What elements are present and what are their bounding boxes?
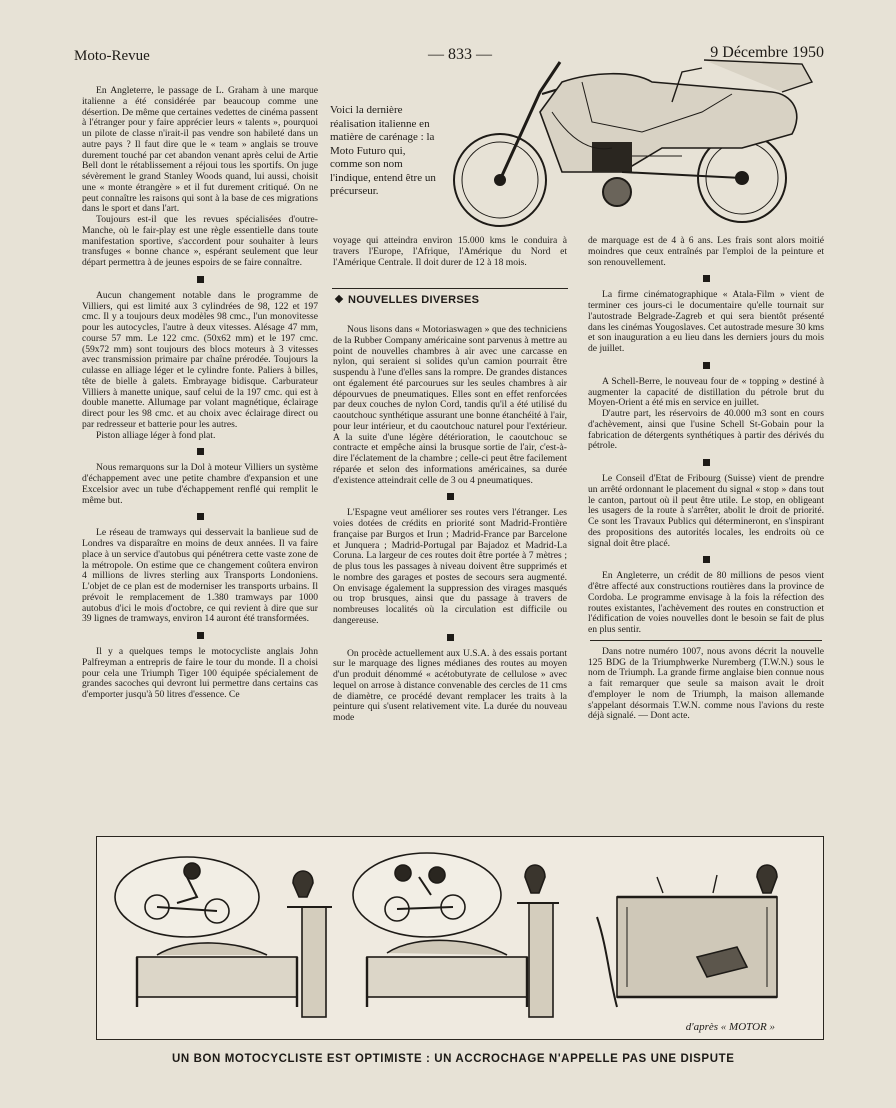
issue-date: 9 Décembre 1950: [710, 44, 824, 61]
paragraph: L'Espagne veut améliorer ses routes vers l'étranger. Les voies dotées de crédits en priorité sont Madrid-Frontière française par Burgos et Irun ; Madrid-France par Barcelone et Junquera ; Madrid-Portugal par Bajadoz et Madrid-La Coruna. La largeur de ces routes doit être portée à 7 mètres ; de plus tous les passages à niveau doivent être supprimés et le nombre des garages et postes de secours sera augmenté. On envisage également la suppression des virages masqués ou trop brusques, ainsi que du passage à travers de nombreuses localités où la circulation est difficile ou dangereuse.: [333, 507, 567, 626]
cartoon-caption: UN BON MOTOCYCLISTE EST OPTIMISTE : UN ACCROCHAGE N'APPELLE PAS UNE DISPUTE: [172, 1053, 735, 1065]
paragraph: Le Conseil d'Etat de Fribourg (Suisse) vient de prendre un arrêté ordonnant le placement du signal « stop » dans tout le canton, partout où il peut être utile. Le stop, en obligeant les usagers de la route à s'arrêter, abolit le droit de priorité. Ce sont les Travaux Publics qui détermineront, en s'inspirant des propositions des autorités locales, les endroits où ce signal doit être placé.: [588, 473, 824, 549]
square-bullet-icon: [703, 459, 710, 466]
paragraph: Le réseau de tramways qui desservait la banlieue sud de Londres va disparaître en moins de deux années. Il va faire place à un service d'autobus qui pénétrera cette vaste zone de la métropole. On estime que ce changement coûtera environ 4 millions de livres sterling aux Transports Londoniens. L'objet de ce plan est de moderniser les transports urbains. Il prévoit le remplacement de 1.380 tramways par 1000 autobus d'ici le mois d'octobre, ce qui revient à dire que sur 39 lignes de tramways, environ 14 auront été transformées.: [82, 527, 318, 625]
cartoon-credit: d'après « MOTOR »: [685, 1021, 775, 1033]
paragraph: On procède actuellement aux U.S.A. à des essais portant sur le marquage des lignes médianes des routes au moyen d'un produit dénommé « acétobutyrate de cellulose » avec lequel on arrose à distance convenable des cercles de 11 cms de diamètre, ce procédé devant remplacer les traits à la peinture qui s'usent relativement vite. La durée du nouveau mode: [333, 647, 567, 723]
paragraph: voyage qui atteindra environ 15.000 kms le conduira à travers l'Europe, l'Afrique, l'Amérique du Nord et l'Amérique Centrale. Il doit durer de 12 à 18 mois.: [333, 235, 567, 268]
column-1: [82, 86, 318, 701]
diamond-bullet-icon: [335, 295, 343, 303]
magazine-name: Moto-Revue: [74, 48, 150, 64]
square-bullet-icon: [703, 556, 710, 563]
square-bullet-icon: [197, 448, 204, 455]
paragraph: de marquage est de 4 à 6 ans. Les frais sont alors moitié moindres que ceux entraînés par l'emploi de la peinture et son renouvellement.: [588, 235, 824, 268]
cartoon-drawing-icon: [97, 837, 823, 1039]
square-bullet-icon: [703, 275, 710, 282]
column-2-news: [333, 325, 567, 724]
paragraph: En Angleterre, un crédit de 80 millions de pesos vient d'être affecté aux constructions routières dans la province de Cordoba. Le programme envisage à la fois la réfection des routes existantes, l'achèvement des routes en construction et l'édification de voies nouvelles dont le besoin se fait de plus en plus sentir.: [588, 570, 824, 635]
photo-caption: Voici la dernière réalisation italienne en matière de carénage : la Moto Futuro qui, comme son nom l'indique, entend être un précurseur.: [330, 104, 436, 197]
square-bullet-icon: [590, 640, 822, 641]
motorcycle-illustration: [442, 52, 824, 232]
paragraph: Piston alliage léger à fond plat.: [96, 429, 216, 441]
paragraph: Dans notre numéro 1007, nous avons décrit la nouvelle 125 BDG de la Triumphwerke Nuremberg (T.W.N.) sous le nom de Triumph. La grande firme anglaise bien connue nous a fait remarquer que seule sa maison avait le droit d'employer le nom de Triumph, la maison allemande s'appelant désormais T.W.N. comme nous l'avions du reste déjà signalé. — Dont acte.: [588, 645, 824, 722]
square-bullet-icon: [197, 632, 204, 639]
cartoon-strip: [96, 836, 824, 1040]
square-bullet-icon: [197, 276, 204, 283]
column-2: [333, 236, 567, 268]
paragraph: Toujours est-il que les revues spécialisées d'outre-Manche, où le fair-play est une règle essentielle dans toute manifestation sportive, s'accordent pour souhaiter à leurs transfuges « bonne chance », espérant seulement que leur départ permettra à de jeunes espoirs de se faire connaître.: [82, 214, 318, 268]
square-bullet-icon: [447, 634, 454, 641]
paragraph: A Schell-Berre, le nouveau four de « topping » destiné à augmenter la capacité de distillation du pétrole brut du Moyen-Orient a été mis en service en juillet.: [588, 375, 824, 409]
paragraph: Il y a quelques temps le motocycliste anglais John Palfreyman a entrepris de faire le tour du monde. Il a choisi pour cela une Triumph Tiger 100 équipée spécialement de grandes sacoches qui devront lui permettre dans certains cas d'emporter jusqu'à 50 litres d'essence. Ce: [82, 646, 318, 700]
paragraph: Nous remarquons sur la Dol à moteur Villiers un système d'échappement avec une petite chambre d'expansion et une Excelsior avec un tube d'échappement renflé qui remplit le même but.: [82, 462, 318, 506]
page-number: — 833 —: [428, 46, 492, 63]
square-bullet-icon: [197, 513, 204, 520]
paragraph: La firme cinématographique « Atala-Film » vient de terminer ces jours-ci le documentaire qu'elle tournait sur l'autostrade Belgrade-Zagreb et qui sera bientôt présenté dans les cinémas Yougoslaves. Cet autostrade mesure 30 kms et son inauguration a eu lieu dans les derniers jours du mois de juillet.: [588, 289, 824, 354]
column-3: [588, 236, 824, 722]
section-title: NOUVELLES DIVERSES: [336, 294, 479, 306]
square-bullet-icon: [447, 493, 454, 500]
paragraph: En Angleterre, le passage de L. Graham à une marque italienne a été considérée par beaucoup comme une désertion. De même que certaines vedettes de cinéma passent à l'étranger pour y faire apprécier leurs « talents », pourquoi un pilote de classe n'irait-il pas vendre son habileté dans un autre pays ? Il faut dire que le « team » anglais se trouve durement touché par cet abandon venant après celui de Artie Bell dont le rétablissement a réjoui tous les sportifs. On juge sévèrement le grand Stanley Woods quand, lui aussi, choisit une « monte étrangère » et il fut durement critiqué. On ne peut connaître les raisons qui sont à la base de ces migrations dans le sport et dans l'art.: [82, 85, 318, 215]
paragraph: Nous lisons dans « Motoriaswagen » que des techniciens de la Rubber Company américaine sont parvenus à mettre au point de nouvelles chambres à air avec une carcasse en nylon, qui seraient si solides qu'un camion pourrait être suspendu à l'une d'elles sans la rompre. De grandes distances ont également été parcourues sur les seules chambres à air dépourvues de pneumatiques. Elles sont en effet renforcées par deux couches de nylon Cord, tandis qu'il a été utilisé du caoutchouc synthétique assurant une bonne étanchéité à l'air, pour leur intérieur, et du caoutchouc naturel pour l'extérieur. A la suite d'une légère détérioration, le caoutchouc se contracte et empêche ainsi la brusque sortie de l'air, c'est-à-dire l'éclatement de la chambre ; celle-ci peut être facilement réparée et selon des informations américaines, sa durée d'existence atteindrait celle de 3 ou 4 pneumatiques.: [333, 324, 567, 486]
square-bullet-icon: [703, 362, 710, 369]
section-divider: [332, 288, 568, 289]
paragraph: D'autre part, les réservoirs de 40.000 m3 sont en cours d'achèvement, ainsi que l'usine Schell St-Gobain pour la fabrication de détergents synthétiques à partir des dérivés du pétrole.: [588, 408, 824, 452]
paragraph: Aucun changement notable dans le programme de Villiers, qui est limité aux 3 cylindrées de 98, 122 et 197 cmc. Il y a toujours deux modèles 98 cmc., l'un monovitesse pour les autocycles, l'autre à deux vitesses. Alésage 47 mm, course 57 mm. Le 122 cmc. (50x62 mm) et le 197 cmc. (59x72 mm) sont toujours des blocs moteurs à 3 vitesses avec transmission primaire par chaîne prérodée. Toujours la culasse en alliage léger et le cylindre fonte. Paliers à billes, tête de bielle à galets. Embrayage bidisque. Carburateur Villiers à manette unique, sauf celui de la 197 cmc. qui est à double manette. Allumage par volant magnétique, éclairage direct pour les 98 cmc. et au choix avec éclairage direct ou par redresseur et batterie pour les autres.: [82, 289, 318, 430]
motorcycle-icon: [442, 52, 824, 232]
